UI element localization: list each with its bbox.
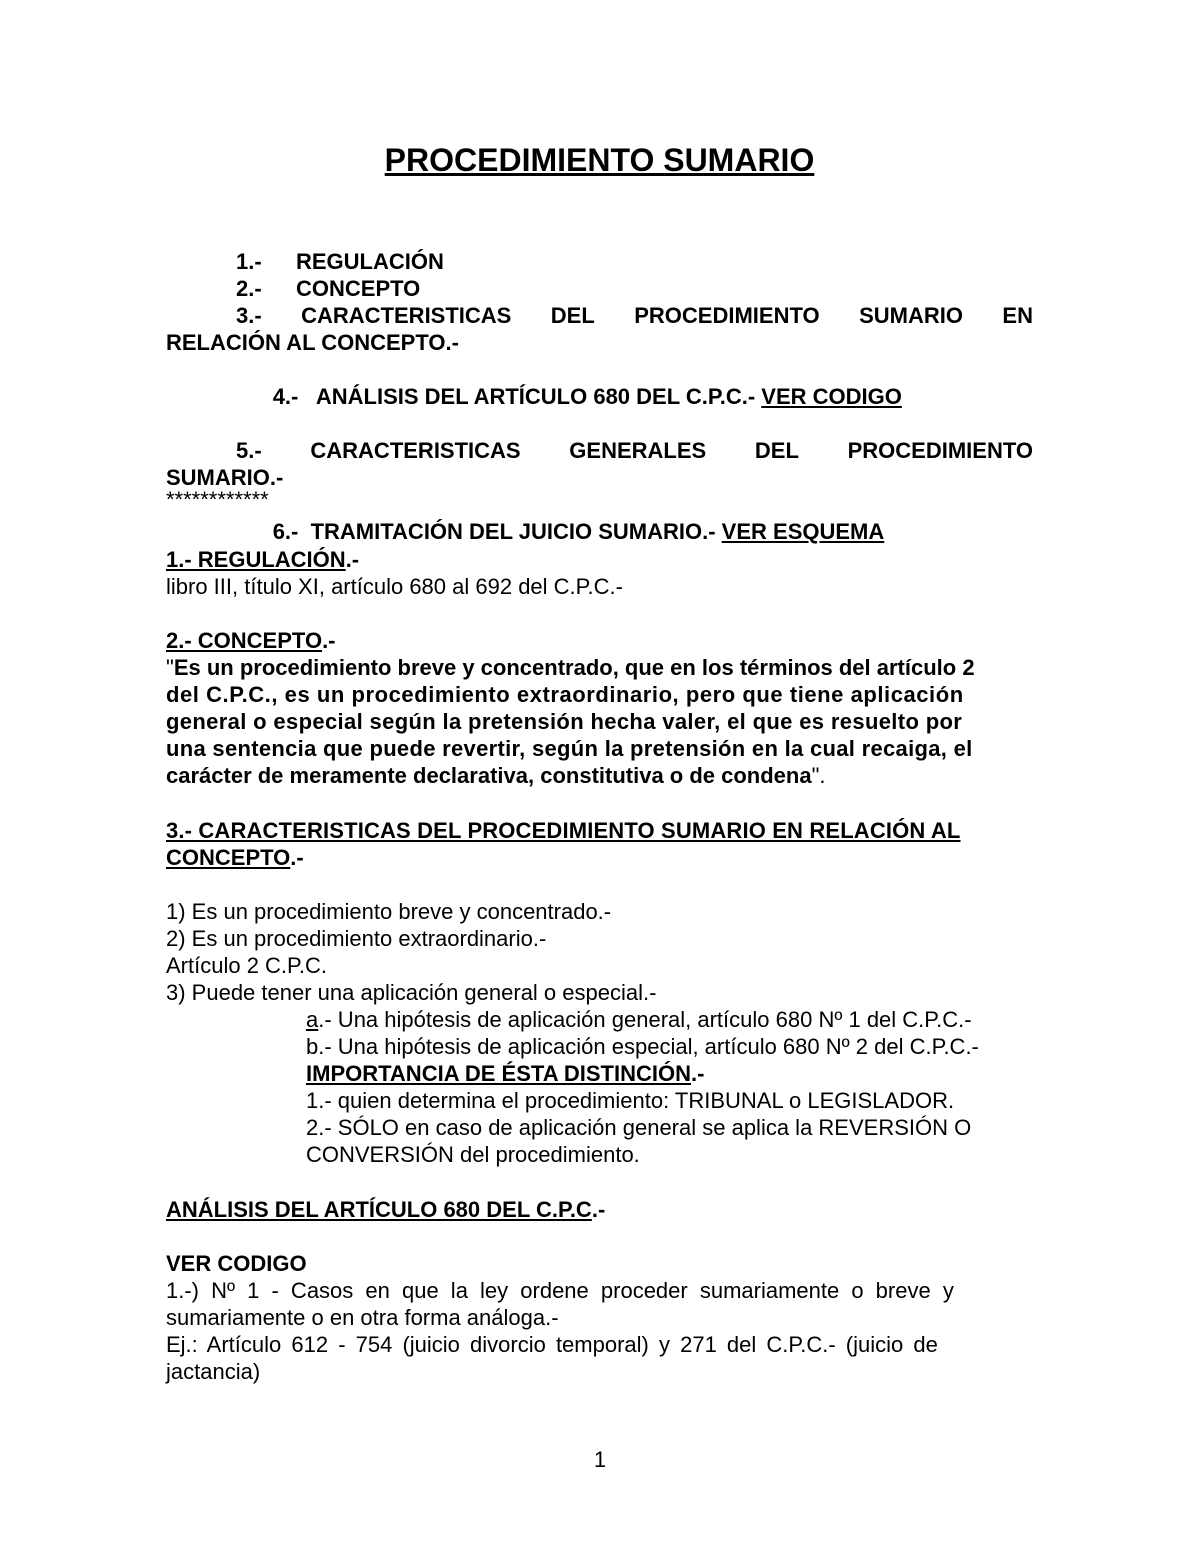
section-analisis <box>166 1196 1033 1385</box>
ver-esquema-link[interactable]: VER ESQUEMA <box>721 519 885 544</box>
paragraph-line: Ej.: Artículo 612 - 754 (juicio divorcio temporal) y 271 del C.P.C.- (juicio de <box>166 1332 938 1357</box>
toc-item-3-continued: RELACIÓN AL CONCEPTO.- <box>166 330 459 355</box>
section-heading: 1.- REGULACIÓN.- <box>166 547 360 572</box>
section-caracteristicas <box>166 817 1033 1168</box>
concept-line-2: del C.P.C., es un procedimiento extraordinario, pero que tiene aplicación <box>166 682 964 707</box>
paragraph-line: sumariamente o en otra forma análoga.- <box>166 1305 559 1330</box>
section-heading: ANÁLISIS DEL ARTÍCULO 680 DEL C.P.C.- <box>166 1197 606 1222</box>
ver-codigo-heading: VER CODIGO <box>166 1251 307 1276</box>
page-number: 1 <box>593 1447 607 1472</box>
paragraph-line: jactancia) <box>166 1359 261 1384</box>
toc-item-2: 2.- CONCEPTO <box>236 276 421 301</box>
section-body: libro III, título XI, artículo 680 al 692 del C.P.C.- <box>166 574 623 599</box>
separator: ************ <box>166 487 269 512</box>
toc-item-5: 5.- CARACTERISTICAS GENERALES DEL PROCEDIMIENTO <box>236 438 1033 463</box>
toc-item-5-continued: SUMARIO.- <box>166 465 284 490</box>
concept-line-4: una sentencia que puede revertir, según la pretensión en la cual recaiga, el <box>166 736 973 761</box>
list-item: Artículo 2 C.P.C. <box>166 953 327 978</box>
section-regulacion <box>166 546 1033 600</box>
ver-codigo-link[interactable]: VER CODIGO <box>761 384 902 409</box>
table-of-contents <box>166 248 1033 572</box>
paragraph-line: 1.-) Nº 1 - Casos en que la ley ordene proceder sumariamente o breve y <box>166 1278 954 1303</box>
importance-item-2-continued: CONVERSIÓN del procedimiento. <box>306 1142 640 1167</box>
list-item: 3) Puede tener una aplicación general o especial.- <box>166 980 657 1005</box>
toc-item-1: 1.- REGULACIÓN <box>236 249 444 274</box>
section-concepto <box>166 627 1033 789</box>
sub-item-b: b.- Una hipótesis de aplicación especial, artículo 680 Nº 2 del C.P.C.- <box>306 1034 979 1059</box>
concept-line-5: carácter de meramente declarativa, constitutiva o de condena". <box>166 763 826 788</box>
section-heading-line-1: 3.- CARACTERISTICAS DEL PROCEDIMIENTO SUMARIO EN RELACIÓN AL <box>166 818 961 843</box>
importance-heading: IMPORTANCIA DE ÉSTA DISTINCIÓN.- <box>306 1061 705 1086</box>
section-heading: 2.- CONCEPTO.- <box>166 628 336 653</box>
concept-line-3: general o especial según la pretensión hecha valer, el que es resuelto por <box>166 709 963 734</box>
sub-item-a: a.- Una hipótesis de aplicación general, artículo 680 Nº 1 del C.P.C.- <box>306 1007 972 1032</box>
toc-item-3: 3.- CARACTERISTICAS DEL PROCEDIMIENTO SUMARIO EN <box>236 303 1033 328</box>
concept-line-1: "Es un procedimiento breve y concentrado, que en los términos del artículo 2 <box>166 655 975 680</box>
importance-item-2: 2.- SÓLO en caso de aplicación general se aplica la REVERSIÓN O <box>306 1115 972 1140</box>
importance-item-1: 1.- quien determina el procedimiento: TRIBUNAL o LEGISLADOR. <box>306 1088 955 1113</box>
list-item: 1) Es un procedimiento breve y concentrado.- <box>166 899 612 924</box>
list-item: 2) Es un procedimiento extraordinario.- <box>166 926 547 951</box>
toc-item-4: 4.- ANÁLISIS DEL ARTÍCULO 680 DEL C.P.C.- VER CODIGO <box>272 384 902 409</box>
section-heading-line-2: CONCEPTO.- <box>166 845 304 870</box>
document-title: PROCEDIMIENTO SUMARIO <box>384 142 815 178</box>
toc-item-6: 6.- TRAMITACIÓN DEL JUICIO SUMARIO.- VER ESQUEMA <box>272 519 885 544</box>
